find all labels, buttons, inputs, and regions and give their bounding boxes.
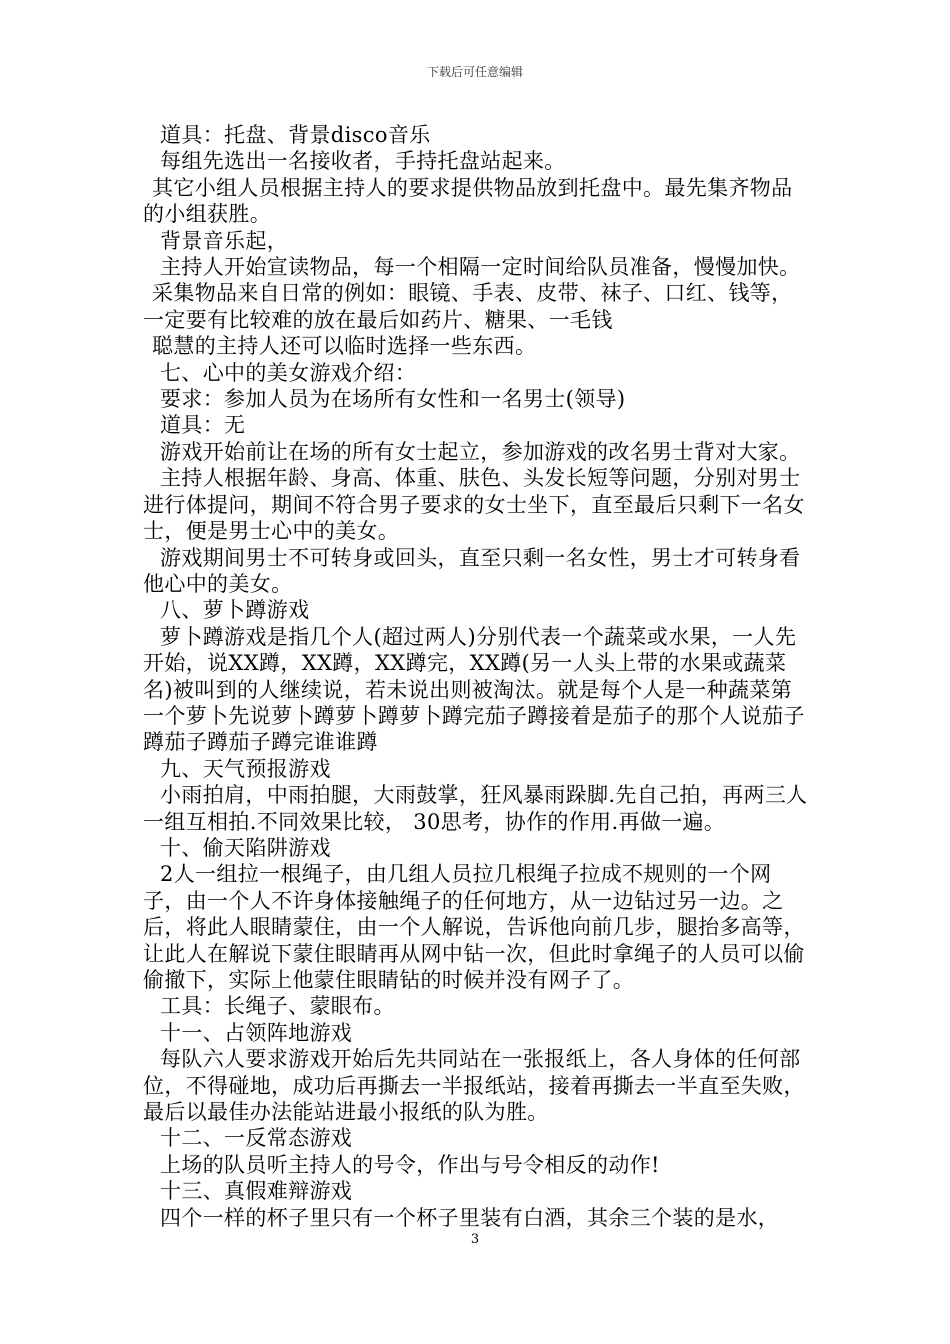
paragraph: 背景音乐起， bbox=[160, 228, 289, 253]
paragraph: 每队六人要求游戏开始后先共同站在一张报纸上，各人身体的任何部位，不得碰地，成功后再撕去一半报纸站，接着再撕去一半直至失败，最后以最佳办法能站进最小报纸的队为胜。 bbox=[143, 1047, 805, 1125]
paragraph: 十三、真假难辩游戏 bbox=[160, 1179, 353, 1204]
paragraph: 每组先选出一名接收者，手持托盘站起来。 bbox=[160, 149, 566, 174]
paragraph: 其它小组人员根据主持人的要求提供物品放到托盘中。最先集齐物品的小组获胜。 bbox=[143, 175, 793, 227]
paragraph: 十二、一反常态游戏 bbox=[160, 1126, 353, 1151]
paragraph: 工具：长绳子、蒙眼布。 bbox=[160, 994, 395, 1019]
paragraph: 道具：无 bbox=[160, 413, 246, 438]
paragraph: 九、天气预报游戏 bbox=[160, 756, 331, 781]
paragraph: 萝卜蹲游戏是指几个人(超过两人)分别代表一个蔬菜或水果，一人先开始，说XX蹲，XX蹲，XX蹲完，XX蹲(另一人头上带的水果或蔬菜名)被叫到的人继续说，若未说出则被淘汰。就是每个人是一种蔬菜第一个萝卜先说萝卜蹲萝卜蹲萝卜蹲完茄子蹲接着是茄子的那个人说茄子蹲茄子蹲茄子蹲完谁谁蹲 bbox=[143, 624, 805, 755]
paragraph: 2人一组拉一根绳子，由几组人员拉几根绳子拉成不规则的一个网子，由一个人不许身体接触绳子的任何地方，从一边钻过另一边。之后，将此人眼睛蒙住，由一个人解说，告诉他向前几步，腿抬多高等，让此人在解说下蒙住眼睛再从网中钻一次，但此时拿绳子的人员可以偷偷撤下，实际上他蒙住眼睛钻的时候并没有网子了。 bbox=[143, 862, 805, 992]
paragraph: 聪慧的主持人还可以临时选择一些东西。 bbox=[152, 334, 537, 359]
paragraph: 游戏开始前让在场的所有女士起立，参加游戏的改名男士背对大家。 bbox=[160, 439, 801, 464]
paragraph: 七、心中的美女游戏介绍： bbox=[160, 360, 417, 385]
paragraph: 采集物品来自日常的例如：眼镜、手表、皮带、袜子、口红、钱等，一定要有比较难的放在最后如药片、糖果、一毛钱 bbox=[143, 281, 793, 332]
paragraph: 八、萝卜蹲游戏 bbox=[160, 598, 310, 623]
paragraph: 四个一样的杯子里只有一个杯子里装有白酒，其余三个装的是水， bbox=[160, 1205, 780, 1230]
paragraph: 十一、占领阵地游戏 bbox=[160, 1020, 353, 1045]
paragraph: 游戏期间男士不可转身或回头，直至只剩一名女性，男士才可转身看他心中的美女。 bbox=[143, 545, 801, 596]
page-number: 3 bbox=[470, 1232, 480, 1247]
paragraph: 小雨拍肩，中雨拍腿，大雨鼓掌，狂风暴雨跺脚.先自己拍，再两三人一组互相拍.不同效果比较， 30思考，协作的作用.再做一遍。 bbox=[143, 783, 808, 834]
document-body bbox=[143, 122, 811, 1231]
paragraph: 十、偷天陷阱游戏 bbox=[160, 835, 331, 860]
paragraph: 上场的队员听主持人的号令，作出与号令相反的动作! bbox=[160, 1152, 660, 1177]
paragraph: 道具：托盘、背景disco音乐 bbox=[160, 123, 431, 147]
paragraph: 主持人根据年龄、身高、体重、肤色、头发长短等问题，分别对男士进行体提问，期间不符合男子要求的女士坐下，直至最后只剩下一名女士，便是男士心中的美女。 bbox=[143, 466, 805, 544]
paragraph: 要求：参加人员为在场所有女性和一名男士(领导) bbox=[160, 387, 626, 412]
paragraph: 主持人开始宣读物品，每一个相隔一定时间给队员准备，慢慢加快。 bbox=[160, 255, 801, 280]
page-header-note: 下载后可任意编辑 bbox=[426, 65, 523, 79]
